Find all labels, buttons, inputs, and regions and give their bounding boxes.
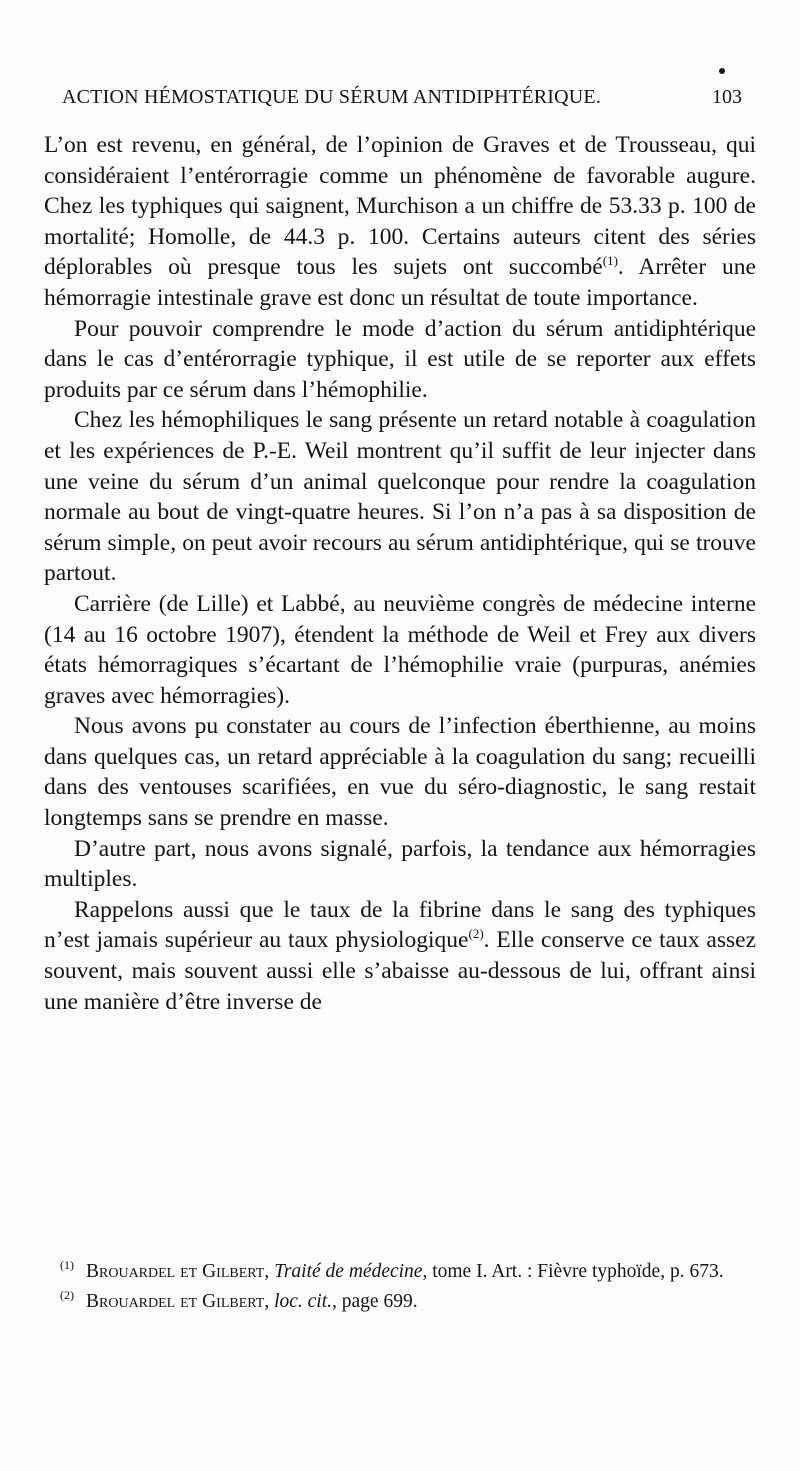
footnote-1-marker: (1) (60, 1258, 74, 1272)
paragraph-1-text: L’on est revenu, en général, de l’opinion de Graves et de Trousseau, qui considéraient l’entérorragie comme un phénomène de favorable augure. Chez les typhiques qui saignent, Murchison a un chiffre de 53.33 p. 100 de mortalité; Homolle, de 44.3 p. 100. Certains auteurs citent des séries déplorables où presque tous les sujets ont succombé (44, 132, 756, 281)
page-number: 103 (712, 86, 742, 108)
paragraph-7-text: Rappelons aussi que le taux de la fibrine dans le sang des typhiques n’est jamais supérieur au taux physiologique (44, 896, 756, 954)
footnote-1-authors: Brouardel et Gilbert, (86, 1261, 270, 1282)
paragraph-6: D’autre part, nous avons signalé, parfois, la tendance aux hémorragies multiples. (44, 835, 756, 893)
paragraph-1 (44, 130, 756, 314)
running-head (62, 86, 742, 114)
footnote-1-rest: tome I. Art. : Fièvre typhoïde, p. 673. (427, 1261, 724, 1282)
body-text (44, 130, 756, 1017)
footnote-1 (44, 1257, 756, 1287)
paragraph-2: Pour pouvoir comprendre le mode d’action du sérum antidiphtérique dans le cas d’entérorragie typhique, il est utile de se reporter aux effets produits par ce sérum dans l’hémophilie. (44, 315, 756, 403)
footnote-2-rest: page 699. (336, 1291, 418, 1312)
footnote-2-authors: Brouardel et Gilbert, (86, 1291, 270, 1312)
paragraph-1-text-end: . Arrêter une hémorragie intestinale grave est donc un résultat de toute importance. (44, 254, 756, 311)
paragraph-7 (44, 895, 756, 1017)
footnote-1-title: Traité de médecine, (274, 1261, 428, 1282)
paragraph-5: Nous avons pu constater au cours de l’infection éberthienne, au moins dans quelques cas, un retard appréciable à la coagulation du sang; recueilli dans des ventouses scarifiées, en vue du séro-diagnostic, le sang restait longtemps sans se prendre en masse. (44, 713, 756, 832)
footnote-2-marker: (2) (60, 1288, 74, 1302)
footnote-2 (44, 1287, 756, 1317)
footnotes (44, 1257, 756, 1317)
running-title: ACTION HÉMOSTATIQUE DU SÉRUM ANTIDIPHTÉRIQUE. (62, 86, 602, 108)
footnote-ref-2[interactable]: (2) (468, 926, 484, 942)
footnote-2-title: loc. cit., (274, 1291, 337, 1312)
paragraph-7-text-end: . Elle conserve ce taux assez souvent, mais souvent aussi elle s’abaisse au-dessous de lui, offrant ainsi une manière d’être inverse de (44, 927, 756, 1015)
ink-dot (719, 68, 725, 74)
paragraph-4: Carrière (de Lille) et Labbé, au neuvième congrès de médecine interne (14 au 16 octobre 1907), étendent la méthode de Weil et Frey aux divers états hémorragiques s’écartant de l’hémophilie vraie (purpuras, anémies graves avec hémorragies). (44, 590, 756, 709)
footnote-ref-1[interactable]: (1) (602, 253, 618, 269)
paragraph-3: Chez les hémophiliques le sang présente un retard notable à coagulation et les expériences de P.-E. Weil montrent qu’il suffit de leur injecter dans une veine du sérum d’un animal quelconque pour rendre la coagulation normale au bout de vingt-quatre heures. Si l’on n’a pas à sa disposition de sérum simple, on peut avoir recours au sérum antidiphtérique, qui se trouve partout. (44, 407, 756, 587)
